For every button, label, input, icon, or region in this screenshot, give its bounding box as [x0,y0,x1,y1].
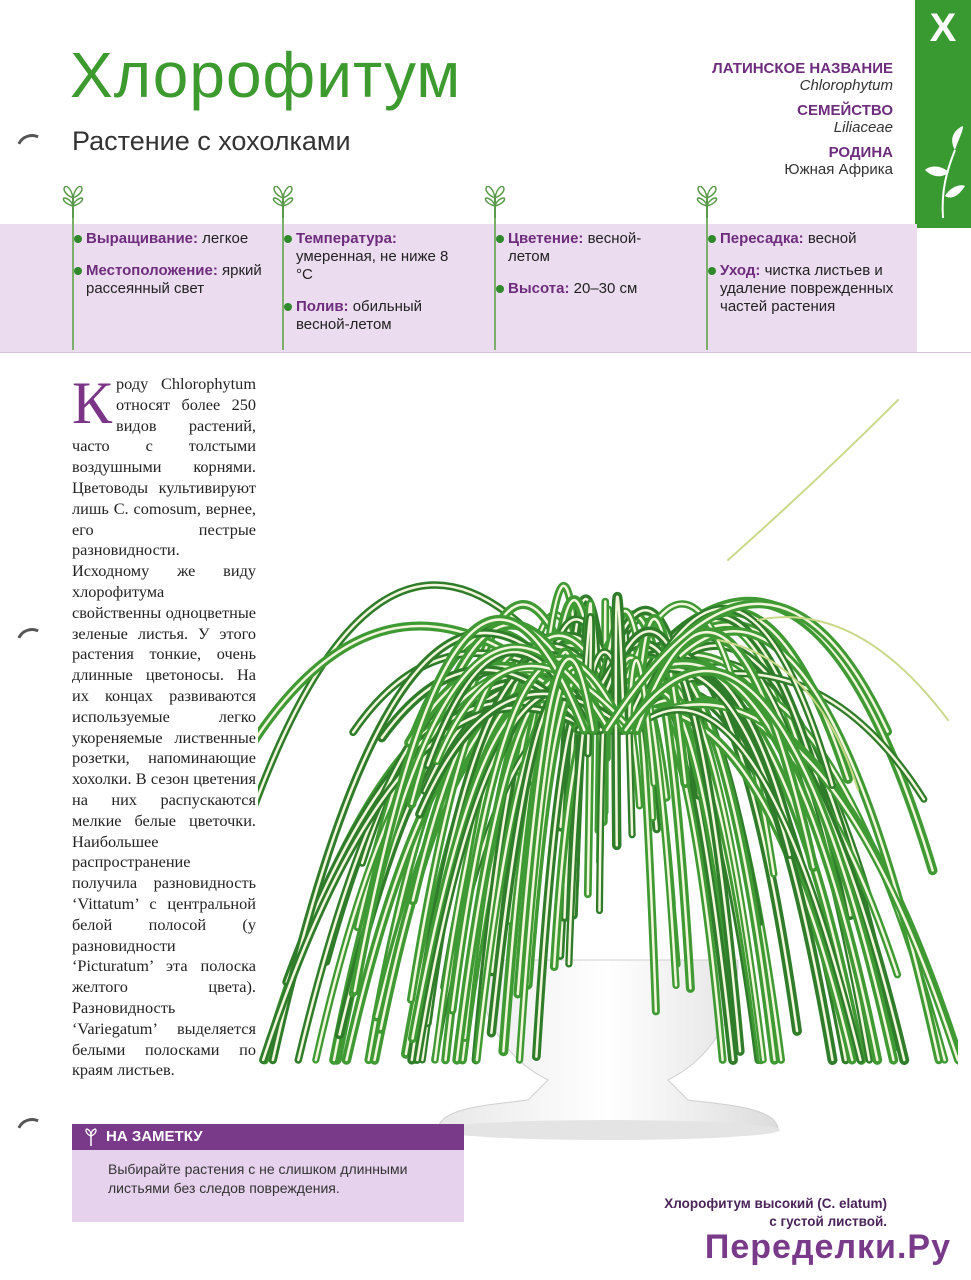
care-text: умеренная, не ниже 8 °С [296,248,449,283]
sprout-icon [58,186,88,220]
care-column [294,230,464,348]
page-subtitle: Растение с хохолками [72,126,351,156]
note-box [72,1124,464,1222]
punch-hole [11,1113,52,1154]
fact-value: Южная Африка [784,161,893,178]
flower-stem [728,400,898,560]
note-title: НА ЗАМЕТКУ [106,1128,203,1145]
watermark: Переделки.Ру [704,1228,951,1266]
divider [0,352,971,353]
care-item [718,230,908,248]
care-item [294,298,464,334]
article-body: роду Chlorophytum относят более 250 видов растений, часто с толстыми воздушными корнями. Цветоводы культивируют лишь C. comosum, вернее, его пестрые разновидности. Исходному же виду хлорофитума свойственны одноцветные зеленые листья. У этого растения тонкие, очень длинные цветоносы. На их концах развиваются используемые легко укореняемые лиственные розетки, напоминающие хохолки. В сезон цветения на них распускаются мелкие белые цветочки. Наибольшее распространение получила разновидность ‘Vittatum’ с центральной белой полосой (у разновидности ‘Picturatum’ эта полоска желтого цвета). Разновидность ‘Variegatum’ выделяется белыми полосками по краям листьев. [72,374,256,1080]
care-label: Уход: [720,262,761,279]
care-item [84,262,269,298]
care-label: Местоположение: [86,262,218,279]
care-text: легкое [198,230,249,247]
care-item [506,230,676,266]
care-column [506,230,676,312]
section-tab [915,0,971,228]
care-column [84,230,269,312]
sprout-icon [480,186,510,220]
photo-caption [664,1195,887,1231]
care-text: чистка листьев и удаление поврежденных частей растения [720,262,894,315]
plant-photo [258,360,958,1140]
care-text: обильный весной-летом [296,298,423,333]
fact-value: Liliaceae [833,119,893,136]
fact-value: Chlorophytum [799,77,893,94]
leaf-ornament-icon [921,120,965,220]
care-label: Выращивание: [86,230,199,247]
sprout-icon [268,186,298,220]
care-item [84,230,269,248]
care-item [294,230,464,284]
care-text: весной [803,230,857,247]
punch-hole [11,623,52,664]
caption-line: Хлорофитум высокий (C. elatum) [664,1196,887,1211]
care-text: 20–30 см [569,280,638,297]
punch-hole [11,129,52,170]
care-label: Высота: [508,280,570,297]
section-letter: Х [929,6,957,50]
sprout-icon [82,1128,100,1146]
care-item [506,280,676,298]
fact-label: РОДИНА [828,144,893,161]
care-label: Пересадка: [720,230,804,247]
care-column [718,230,908,330]
sprout-icon [692,186,722,220]
caption-line: с густой листвой. [769,1214,887,1229]
care-text: яркий рассеянный свет [86,262,262,297]
care-label: Температура: [296,230,397,247]
fact-label: СЕМЕЙСТВО [797,102,893,119]
note-heading [72,1124,464,1150]
fact-label: ЛАТИНСКОЕ НАЗВАНИЕ [712,60,893,77]
care-label: Полив: [296,298,349,315]
dropcap: К [72,370,113,436]
care-text: весной-летом [508,230,642,265]
care-item [718,262,908,316]
page-title: Хлорофитум [70,39,462,111]
article-text [72,370,256,1081]
note-text: Выбирайте растения с не слишком длинными листьями без следов повреждения. [108,1161,408,1196]
plant-facts [712,60,893,186]
care-label: Цветение: [508,230,584,247]
